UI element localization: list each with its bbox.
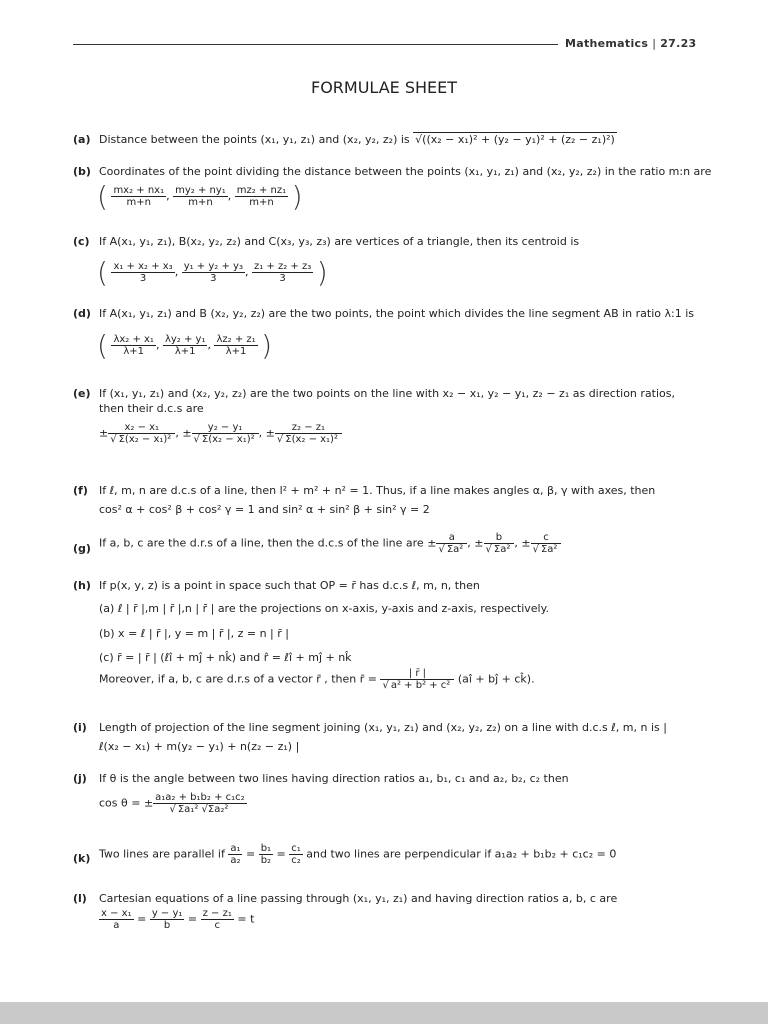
item-j-lhs: cos θ = ± — [99, 796, 154, 810]
item-e-frac-z: $\frac{\text{z₂ − z₁}}{\text{√ Σ(x₂ − x₁)²}}$ — [275, 422, 342, 445]
item-k-text-perp: and two lines are perpendicular if a₁a₂ + b₁b₂ + c₁c₂ = 0 — [306, 847, 617, 861]
item-d-frac-z: $\frac{\text{λz₂ + z₁}}{\lambda+1}$ — [216, 334, 256, 357]
item-k-frac-c: $\frac{\text{c₁}}{\text{c₂}}$ — [291, 843, 301, 866]
item-e-frac-y: $\frac{\text{y₂ − y₁}}{\text{√ Σ(x₂ − x₁)²}}$ — [192, 422, 259, 445]
item-i-line1: Length of projection of the line segment joining (x₁, y₁, z₁) and (x₂, y₂, z₂) on a line with d.c.s ℓ, m, n is | — [99, 721, 667, 734]
item-j-text: If θ is the angle between two lines having direction ratios a₁, b₁, c₁ and a₂, b₂, c₂ then — [99, 772, 569, 785]
item-e-formula: ± $\frac{\text{x₂ − x₁}}{\text{√ Σ(x₂ − x₁)²}}$ , ± $\frac{\text{y₂ − y₁}}{\text{√ Σ(x₂ − x₁)²}}$ , ± $\frac{\text{z₂ − z₁}}{\text{√ Σ(x₂ − x₁)²}}$ — [99, 422, 342, 445]
item-e-text: If (x₁, y₁, z₁) and (x₂, y₂, z₂) are the two points on the line with x₂ − x₁, y₂ − y₁, z₂ − z₁ as direction ratios, then their d.c.s are — [99, 387, 675, 415]
item-g-line: If a, b, c are the d.r.s of a line, then the d.c.s of the line are ± $\frac{a}{\text{√ Σa²}}$ , ± $\frac{b}{\text{√ Σa²}}$ , ± $\frac{c}{\text{√ Σa²}}$ — [99, 532, 561, 555]
item-k-frac-a: $\frac{\text{a₁}}{\text{a₂}}$ — [230, 843, 241, 866]
item-c-label: (c) — [73, 235, 90, 248]
item-l-frac-y: $\frac{\text{y − y₁}}{b}$ — [151, 908, 183, 931]
item-d-frac-y: $\frac{\text{λy₂ + y₁}}{\lambda+1}$ — [164, 334, 206, 357]
item-h-frac: $\frac{| r̄ |}{\text{√ a² + b² + c²}}$ — [380, 668, 454, 691]
item-f-line2: cos² α + cos² β + cos² γ = 1 and sin² α + sin² β + sin² γ = 2 — [99, 503, 430, 516]
item-k-line: Two lines are parallel if $\frac{\text{a₁}}{\text{a₂}}$ = $\frac{\text{b₁}}{\text{b₂}}$ = $\frac{\text{c₁}}{\text{c₂}}$ and two lines are perpendicular if a₁a₂ + b₁b₂ + c₁c₂ = 0 — [99, 843, 617, 866]
item-l-label: (l) — [73, 892, 87, 905]
item-h-label: (h) — [73, 579, 91, 592]
item-d-text: If A(x₁, y₁, z₁) and B (x₂, y₂, z₂) are the two points, the point which divides the line segment AB in ratio λ:1 is — [99, 307, 695, 320]
item-h-sub-c: (c) r̄ = | r̄ | (ℓî + mĵ + nk̂) and r̂ = ℓî + mĵ + nk̂ — [99, 651, 352, 664]
item-j-formula — [99, 792, 247, 815]
footer-band — [0, 1002, 768, 1024]
item-c-text: If A(x₁, y₁, z₁), B(x₂, y₂, z₂) and C(x₃, y₃, z₃) are vertices of a triangle, then its centroid is — [99, 235, 580, 248]
item-i-line2: ℓ(x₂ − x₁) + m(y₂ − y₁) + n(z₂ − z₁) | — [99, 740, 300, 753]
item-h-moreover — [99, 668, 535, 691]
item-f-line1: If ℓ, m, n are d.c.s of a line, then l² + m² + n² = 1. Thus, if a line makes angles α, β, γ with axes, then — [99, 484, 656, 497]
item-h-moreover-text: Moreover, if a, b, c are d.r.s of a vector r̄ , then r̄ = — [99, 672, 377, 686]
item-k-label: (k) — [73, 852, 91, 865]
item-h-sub-a: (a) ℓ | r̄ |,m | r̄ |,n | r̄ | are the projections on x-axis, y-axis and z-axis, respectively. — [99, 602, 550, 615]
item-b-formula: ( $\frac{\text{mx₂ + nx₁}}{m+n}$ , $\frac{\text{my₂ + ny₁}}{m+n}$ , $\frac{\text{mz₂ + nz₁}}{m+n}$ ) — [97, 180, 303, 213]
item-a-text — [99, 132, 617, 147]
item-k-frac-b: $\frac{\text{b₁}}{\text{b₂}}$ — [260, 843, 272, 866]
item-a-formula: √((x₂ − x₁)² + (y₂ − y₁)² + (z₂ − z₁)²) — [415, 133, 615, 146]
item-d-frac-x: $\frac{\text{λx₂ + x₁}}{\lambda+1}$ — [113, 334, 154, 357]
item-b-frac-y: $\frac{\text{my₂ + ny₁}}{m+n}$ — [175, 185, 226, 208]
header-rule — [73, 44, 558, 45]
header-subject: Mathematics — [565, 37, 649, 50]
item-b-frac-x: $\frac{\text{mx₂ + nx₁}}{m+n}$ — [113, 185, 165, 208]
item-g-frac-b: $\frac{b}{\text{√ Σa²}}$ — [484, 532, 515, 555]
item-j-frac: $\frac{\text{a₁a₂ + b₁b₂ + c₁c₂}}{\text{√ Σa₁² √Σa₂²}}$ — [155, 792, 245, 815]
item-a-statement: Distance between the points (x₁, y₁, z₁) and (x₂, y₂, z₂) is — [99, 133, 410, 146]
item-f-label: (f) — [73, 484, 88, 497]
item-e-frac-x: $\frac{\text{x₂ − x₁}}{\text{√ Σ(x₂ − x₁)²}}$ — [108, 422, 175, 445]
item-g-frac-c: $\frac{c}{\text{√ Σa²}}$ — [531, 532, 562, 555]
item-h-text: If p(x, y, z) is a point in space such that OP = r̄ has d.c.s ℓ, m, n, then — [99, 579, 480, 592]
item-b-frac-z: $\frac{\text{mz₂ + nz₁}}{m+n}$ — [236, 185, 287, 208]
item-g-text: If a, b, c are the d.r.s of a line, then the d.c.s of the line are — [99, 536, 424, 550]
item-b-text: Coordinates of the point dividing the distance between the points (x₁, y₁, z₁) and (x₂, y₂, z₂) in the ratio m:n are — [99, 165, 712, 178]
item-l-frac-x: $\frac{\text{x − x₁}}{a}$ — [101, 908, 132, 931]
item-c-formula: ( $\frac{\text{x₁ + x₂ + x₃}}{3}$ , $\frac{\text{y₁ + y₂ + y₃}}{3}$ , $\frac{\text{z₁ + z₂ + z₃}}{3}$ ) — [97, 256, 328, 289]
item-b-label: (b) — [73, 165, 91, 178]
item-h-sub-b: (b) x = ℓ | r̄ |, y = m | r̄ |, z = n | r̄ | — [99, 627, 289, 640]
item-d-formula: ( $\frac{\text{λx₂ + x₁}}{\lambda+1}$ , $\frac{\text{λy₂ + y₁}}{\lambda+1}$ , $\frac{\text{λz₂ + z₁}}{\lambda+1}$ ) — [97, 329, 273, 362]
item-c-frac-z: $\frac{\text{z₁ + z₂ + z₃}}{3}$ — [253, 261, 312, 284]
item-d-label: (d) — [73, 307, 91, 320]
item-a-label: (a) — [73, 133, 91, 146]
item-g-label: (g) — [73, 542, 91, 555]
item-l-formula: $\frac{\text{x − x₁}}{a}$ = $\frac{\text{y − y₁}}{b}$ = $\frac{\text{z − z₁}}{c}$ = t — [101, 908, 255, 931]
page-header: Mathematics | 27.23 — [565, 37, 697, 50]
item-e-label: (e) — [73, 387, 91, 400]
item-j-label: (j) — [73, 772, 87, 785]
item-g-frac-a: $\frac{a}{\text{√ Σa²}}$ — [436, 532, 467, 555]
item-l-text: Cartesian equations of a line passing through (x₁, y₁, z₁) and having direction ratios a, b, c are — [99, 892, 618, 905]
item-l-frac-z: $\frac{\text{z − z₁}}{c}$ — [202, 908, 232, 931]
item-c-frac-x: $\frac{\text{x₁ + x₂ + x₃}}{3}$ — [113, 261, 173, 284]
item-i-label: (i) — [73, 721, 87, 734]
header-page-number: 27.23 — [660, 37, 697, 50]
item-c-frac-y: $\frac{\text{y₁ + y₂ + y₃}}{3}$ — [183, 261, 243, 284]
item-k-text: Two lines are parallel if — [99, 847, 225, 861]
item-h-moreover-tail: (aî + bĵ + ck̂). — [457, 672, 535, 686]
item-l-tail: = t — [237, 912, 255, 926]
page-title: FORMULAE SHEET — [310, 78, 458, 97]
